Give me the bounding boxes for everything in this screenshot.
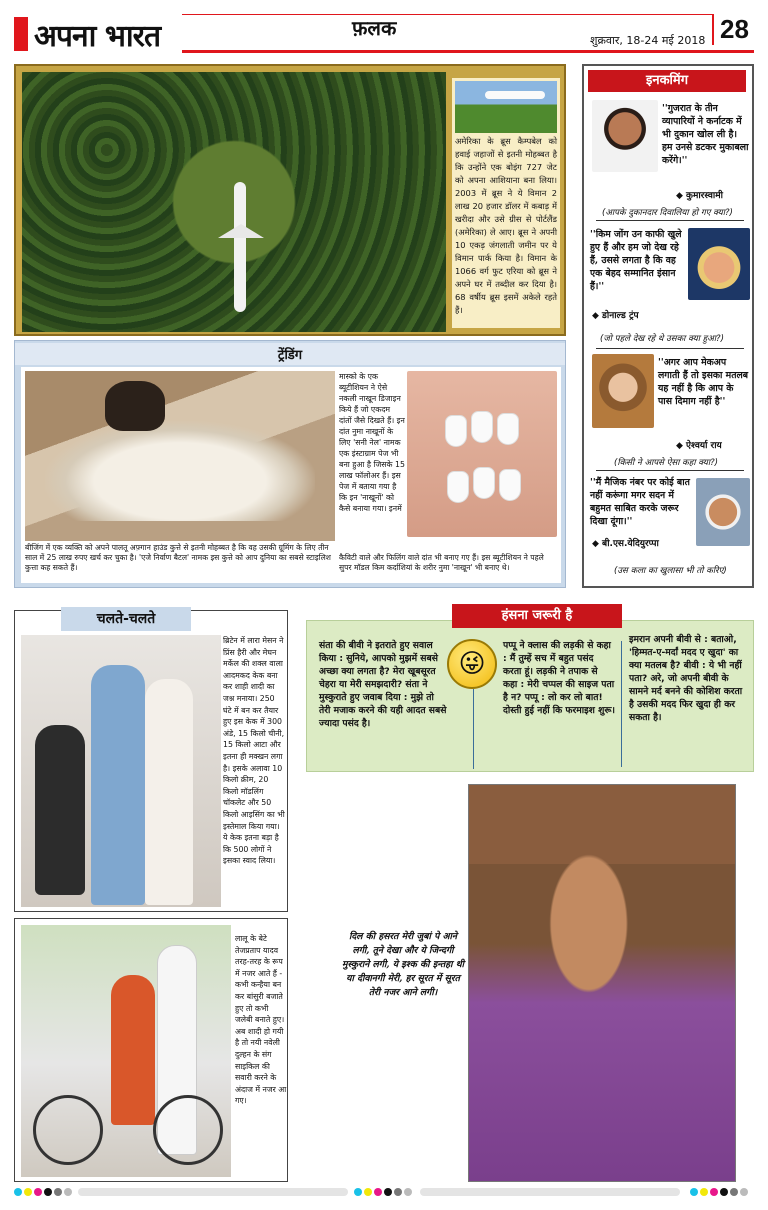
royal-cake-photo — [21, 635, 221, 907]
jokes-title: हंसना जरूरी है — [452, 604, 622, 628]
quote-1-comment: (आपके दुकानदार दिवालिया हो गए क्या?) — [602, 208, 733, 218]
nails-caption: कैविटी वाले और फिलिंग वाले दांत भी बनाए गए हैं। इस ब्यूटीशियन ने पहले सुपर मॉडल किम कर्दाशियां के शरीर नुमा 'नाखून' भी बनाए थे। — [339, 553, 544, 572]
dog-head-shape — [105, 381, 165, 431]
quote-4: ''मैं मैजिक नंबर पर कोई बात नहीं करूंगा मगर सदन में बहुमत साबित करके जरूर दिखा दूंगा।'' — [590, 477, 690, 527]
issue-date: शुक्रवार, 18-24 मई 2018 — [590, 34, 706, 47]
baker-figure — [35, 725, 85, 895]
smiley-icon: 😜 — [447, 639, 497, 689]
bicycle-wheel-shape — [153, 1095, 223, 1165]
nail-shape — [447, 471, 469, 503]
teeth-nails-photo — [407, 371, 557, 537]
quote-1: ''गुजरात के तीन व्यापारियों ने कर्नाटक में भी दुकान खोल ली है। हम उनसे डटकर मुकाबला करेंगे।'' — [662, 103, 749, 166]
tejpratap-panel — [14, 918, 288, 1182]
brand-title: अपना भारत — [34, 18, 161, 54]
divider — [596, 470, 744, 471]
color-registration-marks — [354, 1188, 414, 1196]
header-rule — [182, 50, 754, 53]
forest-photo — [22, 72, 446, 332]
gray-dot — [730, 1188, 738, 1196]
joke-1: संता की बीवी ने इतराते हुए सवाल किया : सुनिये, आपको मुझमें सबसे अच्छा क्या लगता है? मेरा खूबसूरत चेहरा या मेरी समझदारी? संता ने मुस्कुराते हुए जवाब दिया : मुझे तो तेरी मजाक करने की यही आदत सबसे ज्यादा पसंद है। — [319, 640, 447, 729]
brand-mark — [14, 17, 28, 51]
nail-shape — [445, 415, 467, 447]
cyan-dot — [14, 1188, 22, 1196]
black-dot — [384, 1188, 392, 1196]
light-gray-dot — [64, 1188, 72, 1196]
dog-photo — [25, 371, 335, 541]
chalte-chalte-panel — [14, 610, 288, 912]
yellow-dot — [700, 1188, 708, 1196]
divider — [621, 641, 622, 767]
plane-story-textbox — [452, 78, 560, 328]
dog-fur-shape — [45, 421, 315, 521]
magenta-dot — [374, 1188, 382, 1196]
quote-4-speaker: ◆ बी.एस.येदियुरप्पा — [592, 539, 659, 549]
plane-story-panel — [14, 64, 566, 336]
quote-2-speaker: ◆ डोनाल्ड ट्रंप — [592, 311, 639, 321]
trending-content — [21, 367, 561, 583]
black-dot — [44, 1188, 52, 1196]
plane-story-text: अमेरिका के ब्रूस कैम्पबेल को हवाई जहाजों से इतनी मोहब्बत है कि उन्होंने एक बोइंग 727 जेट को अपना आशियाना बना लिया। 2003 में ब्रूस ने ये विमान 2 लाख 20 हजार डॉलर में कबाड़ में खरीदा और उसे ग्रीस से पोर्टलैंड (अमेरिका) ले आए। ब्रूस ने अपनी 10 एकड़ जंगलाती जमीन पर ये विमान पार्क किया है। विमान के 1066 वर्ग फुट एरिया को ब्रूस ने अपने घर में तब्दील कर दिया है। 68 वर्षीय ब्रूस इसमें अकेले रहते हैं। — [455, 136, 557, 315]
nail-shape — [473, 467, 495, 499]
joke-3: इमरान अपनी बीवी से : बताओ, 'हिम्मत-ए-मर्दां मदद ए खुदा' का क्या मतलब है? बीवी : ये भी नहीं पता? अरे, जो अपनी बीवी के सामने मर्द बनने की कोशिश करता है उसकी मदद फिर खुदा ही कर सकता है। — [629, 634, 743, 723]
joke-2: पप्पू ने क्लास की लड़की से कहा : मैं तुम्हें सच में बहुत पसंद करता हूं। लड़की ने तपाक से कहा : मेरी चप्पल की साइज पता है न? पप्पू : लो कर लो बात! दोस्ती हुई नहीं कि फरमाइश शुरू। — [503, 640, 615, 716]
footer-bar — [78, 1188, 348, 1196]
quote-2: ''किम जोंग उन काफी खुले हुए हैं और हम जो देख रहे हैं, उससे लगता है कि वह एक बेहद सम्मानित इंसान हैं।'' — [590, 229, 682, 292]
color-registration-marks — [14, 1188, 74, 1196]
black-dot — [720, 1188, 728, 1196]
airplane-wing-shape — [218, 224, 264, 238]
gray-dot — [54, 1188, 62, 1196]
cake-figure-prince — [91, 665, 145, 905]
page-number: 28 — [712, 14, 749, 45]
nail-shape — [497, 413, 519, 445]
light-gray-dot — [740, 1188, 748, 1196]
kumaraswamy-photo — [592, 100, 658, 172]
poem-text: दिल की हसरत मेरी जुबां पे आने लगी, तूने देखा और ये जिन्दगी मुस्कुराने लगी, ये इश्क की इन्तहा थी या दीवानगी मेरी, हर सूरत में सूरत तेरी नजर आने लगी। — [341, 931, 464, 998]
incoming-title: इनकमिंग — [588, 70, 746, 92]
royal-cake-text: ब्रिटेन में लारा मेसन ने प्रिंस हैरी और मेघन मर्केल की शक्ल वाला आदमकद केक बना कर शाही शादी का जश्न मनाया। 250 घंटे में बन कर तैयार हुए इस केक में 300 अंडे, 15 किलो चीनी, 15 किलो आटा और इतना ही मक्खन लगा है। इसके अलावा 10 किलो क्रीम, 20 किलो मॉडलिंग चॉकलेट और 50 किलो आइसिंग का भी इस्तेमाल किया गया। ये केक इतना बड़ा है कि 500 लोगों ने इसका स्वाद लिया। — [223, 636, 285, 866]
divider — [596, 348, 744, 349]
quote-1-speaker: ◆ कुमारस्वामी — [676, 191, 723, 201]
nail-shape — [499, 469, 521, 501]
yellow-dot — [364, 1188, 372, 1196]
quote-3-speaker: ◆ ऐश्वर्या राय — [676, 441, 722, 451]
quote-4-comment: (उस कला का खुलासा भी तो करिए) — [614, 566, 727, 576]
airplane-shape — [234, 182, 246, 312]
cyan-dot — [354, 1188, 362, 1196]
quote-2-comment: (जो पहले देख रहे थे उसका क्या हुआ?) — [600, 334, 724, 344]
quote-3: ''अगर आप मेकअप लगाती हैं तो इसका मतलब यह नहीं है कि आप के पास दिमाग नहीं है'' — [658, 357, 749, 407]
trump-photo — [688, 228, 750, 300]
gray-dot — [394, 1188, 402, 1196]
dog-caption: बीजिंग में एक व्यक्ति को अपने पालतू अफ़्गान हाउंड कुत्ते से इतनी मोहब्बत है कि वह उसकी ग्रूमिंग के लिए तीन साल में 25 लाख रुपए खर्च कर चुका है। 'एजे निर्वाण बैटल' नामक इस कुत्ते को आप दुनिया का सबसे स्टाइलिश कुत्ता कह सकते हैं। — [25, 543, 331, 572]
nails-story-text: मास्को के एक ब्यूटीशियन ने ऐसे नकली नाखून डिजाइन किये हैं जो एकदम दांतों जैसे दिखते हैं। इन दांत नुमा नाखूनों के लिए 'सनी नेल' नामक एक इंस्टाग्राम पेज भी बना हुआ है जिसके 15 लाख फॉलोअर हैं। इस पेज में बताया गया है कि इन 'नाखूनों' को कैसे बनाया गया। इनमें — [339, 372, 405, 513]
footer-bar — [420, 1188, 680, 1196]
header-top-rule — [182, 14, 712, 15]
quote-3-comment: (किसी ने आपसे ऐसा कहा क्या?) — [614, 458, 719, 468]
bicycle-wheel-shape — [33, 1095, 103, 1165]
plane-thumbnail-photo — [455, 81, 557, 133]
divider — [473, 689, 474, 769]
bride-figure — [111, 975, 155, 1125]
masthead-brand — [14, 14, 160, 54]
cyan-dot — [690, 1188, 698, 1196]
cake-figure-meghan — [145, 679, 193, 905]
section-title: फ़लक — [352, 16, 397, 40]
incoming-panel — [582, 64, 754, 588]
yellow-dot — [24, 1188, 32, 1196]
nail-shape — [471, 411, 493, 443]
trending-title: ट्रेंडिंग — [15, 343, 565, 365]
light-gray-dot — [404, 1188, 412, 1196]
jokes-panel — [306, 620, 754, 772]
aishwarya-photo — [592, 354, 654, 428]
chalte-chalte-title: चलते-चलते — [61, 607, 191, 631]
color-registration-marks — [690, 1188, 750, 1196]
bicycle-couple-photo — [21, 925, 231, 1177]
yeddyurappa-photo — [696, 478, 750, 546]
model-photo — [468, 784, 736, 1182]
magenta-dot — [34, 1188, 42, 1196]
divider — [596, 220, 744, 221]
trending-panel — [14, 340, 566, 588]
tejpratap-text: लालू के बेटे तेजप्रताप यादव तरह-तरह के रूप में नजर आते हैं - कभी कन्हैया बन कर बांसुरी बजाते हुए तो कभी जलेबी बनाते हुए। अब शादी हो गयी है तो नयी नवेली दुल्हन के संग साइकिल की सवारी करने के अंदाज में नजर आ गए। — [235, 934, 287, 1106]
magenta-dot — [710, 1188, 718, 1196]
